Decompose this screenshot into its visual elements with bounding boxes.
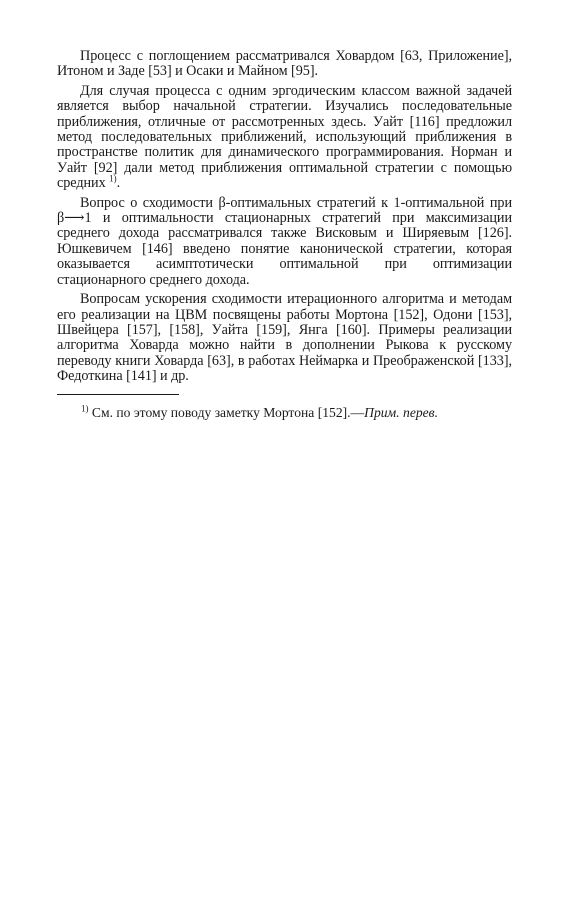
paragraph-absorption: Процесс с поглощением рассматривался Ховардом [63, Приложение], Итоном и Заде [53] и Осаки и Майном [95]. <box>57 48 512 80</box>
footnote-reference: 1) <box>109 173 117 184</box>
footnote-marker: 1) <box>81 403 89 413</box>
paragraph-acceleration: Вопросам ускорения сходимости итерационного алгоритма и методам его реализации на ЦВМ посвящены работы Мортона [152], Одони [153], Швейцера [157], [158], Уайта [159], Янга [160]. Примеры реализации алгоритма Ховарда можно найти в дополнении Рыкова к русскому переводу книги Ховарда [63], в работах Неймарка и Преображенской [133], Федоткина [141] и др. <box>57 291 512 385</box>
sentence-end: . <box>116 175 121 192</box>
footnote-text: См. по этому поводу заметку Мортона [152].— <box>91 404 365 420</box>
page-body <box>57 49 512 420</box>
footnote-divider <box>57 394 179 395</box>
paragraph-convergence: Вопрос о сходимости β-оптимальных стратегий к 1-оптимальной при β⟶1 и оптимальности стационарных стратегий при максимизации среднего дохода рассматривался также Висковым и Ширяевым [126]. Юшкевичем [146] введено понятие канонической стратегии, которая оказывается асимптотически оптимальной при оптимизации стационарного среднего дохода. <box>57 194 512 288</box>
footnote <box>57 405 512 420</box>
translator-note: Прим. перев. <box>364 404 438 420</box>
paragraph-ergodic-class-text: Для случая процесса с одним эргодическим классом важной задачей является выбор начальной стратегии. Изучались последовательные приближения, отличные от рассмотренных здесь. Уайт [116] предложил метод последовательных приближений, использующий приближения в пространстве политик для динамического программирования. Норман и Уайт [92] дали метод приближения оптимальной стратегии с помощью средних <box>57 82 512 192</box>
paragraph-ergodic-class <box>57 84 512 192</box>
